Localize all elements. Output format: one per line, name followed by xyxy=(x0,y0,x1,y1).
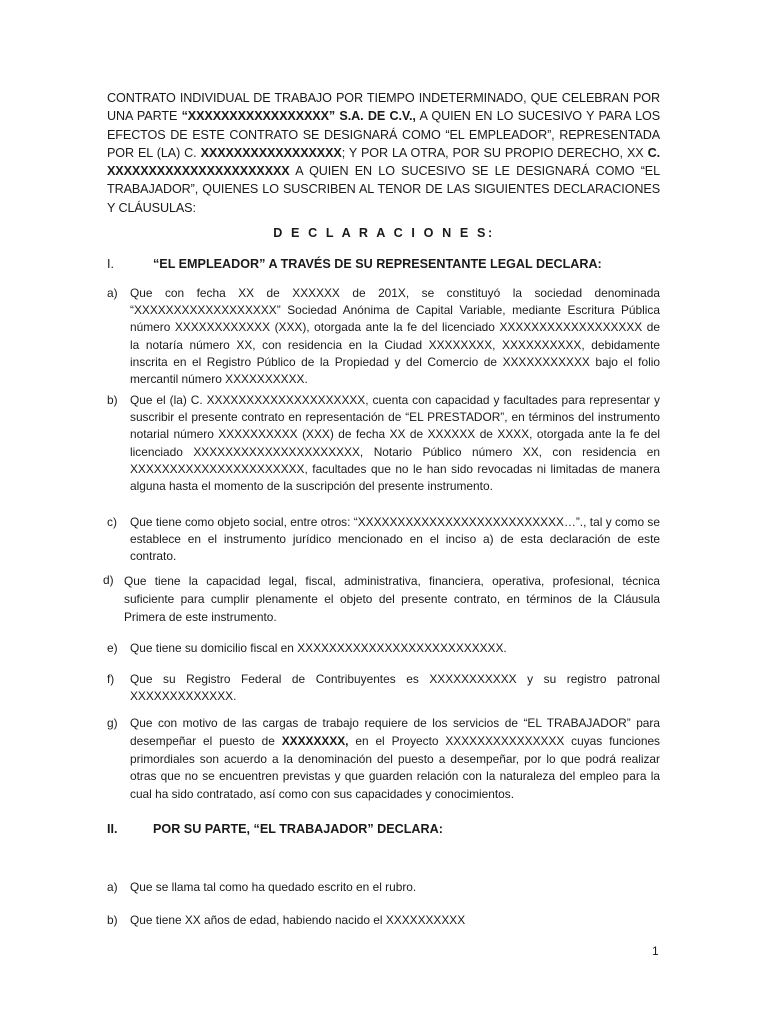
item-text: Que el (la) C. XXXXXXXXXXXXXXXXXXXX, cuenta con capacidad y facultades para representar y suscribir el presente contrato en representación de “EL PRESTADOR”, en términos del instrumento notarial número XXXXXXXXXX (XXX) de fecha XX de XXXXXX de XXXX, otorgada ante la fe del licenciado XXXXXXXXXXXXXXXXXXXXX, Notario Público número XX, con residencia en XXXXXXXXXXXXXXXXXXXXXX, facultades que no le han sido revocadas ni limitadas de manera alguna hasta el momento de la suscripción del presente instrumento. xyxy=(130,393,660,494)
item-text: Que tiene su domicilio fiscal en XXXXXXXXXXXXXXXXXXXXXXXXXX. xyxy=(130,641,507,655)
section-2-number: II. xyxy=(107,822,118,836)
intro-text-1: CONTRATO INDIVIDUAL DE TRABAJO POR TIEMPO INDETERMINADO, QUE CELEBRAN POR UNA PARTE xyxy=(107,91,660,124)
representative-name: XXXXXXXXXXXXXXXXX xyxy=(200,145,342,160)
list-item-1e xyxy=(107,640,660,657)
item-label: c) xyxy=(107,515,117,529)
list-item-2b xyxy=(107,912,660,929)
intro-text-3: ; Y POR LA OTRA, POR SU PROPIO DERECHO, XX xyxy=(341,145,648,160)
intro-text-2: A QUIEN EN LO SUCESIVO Y PARA LOS EFECTOS DE ESTE CONTRATO SE DESIGNARÁ COMO “EL EMPLEADOR”, REPRESENTADA POR EL (LA) C. xyxy=(107,109,660,160)
page-number: 1 xyxy=(652,944,659,958)
list-item-1b xyxy=(107,392,660,495)
list-item-1f xyxy=(107,671,660,705)
item-text xyxy=(107,715,660,804)
list-item-1g xyxy=(107,715,660,804)
item-label: d) xyxy=(103,573,114,587)
employer-name: “XXXXXXXXXXXXXXXXX” S.A. DE C.V., xyxy=(181,109,416,124)
section-1-number: I. xyxy=(107,257,114,271)
list-item-1a xyxy=(107,285,660,388)
item-text: Que se llama tal como ha quedado escrito en el rubro. xyxy=(130,880,417,894)
item-text: Que con fecha XX de XXXXXX de 201X, se constituyó la sociedad denominada “XXXXXXXXXXXXXXXXXX” Sociedad Anónima de Capital Variable, mediante Escritura Pública número XXXXXXXXXXXX (XXX), otorgada ante la fe del licenciado XXXXXXXXXXXXXXXXXX de la notaría número XX, con residencia en la Ciudad XXXXXXXX, XXXXXXXXXX, debidamente inscrita en el Registro Público de la Propiedad y del Comercio de XXXXXXXXXXX bajo el folio mercantil número XXXXXXXXXX. xyxy=(130,286,660,387)
item-text: Que su Registro Federal de Contribuyentes es XXXXXXXXXXX y su registro patronal XXXXXXXXXXXXX. xyxy=(130,672,660,704)
item-label: b) xyxy=(107,393,118,407)
contract-intro-paragraph xyxy=(107,89,660,217)
item-text: Que tiene XX años de edad, habiendo nacido el XXXXXXXXXX xyxy=(130,913,466,927)
list-item-1c xyxy=(107,514,660,566)
item-label: b) xyxy=(107,913,118,927)
item-label: f) xyxy=(107,672,115,686)
item-label: a) xyxy=(107,880,118,894)
item-label: g) xyxy=(107,716,118,730)
section-1-title: “EL EMPLEADOR” A TRAVÉS DE SU REPRESENTANTE LEGAL DECLARA: xyxy=(153,257,602,271)
list-item-2a xyxy=(107,879,660,896)
item-text: Que tiene como objeto social, entre otros: “XXXXXXXXXXXXXXXXXXXXXXXXXX…”., tal y como se establece en el instrumento jurídico mencionado en el inciso a) de esta declaración de este contrato. xyxy=(130,515,660,564)
section-2-title: POR SU PARTE, “EL TRABAJADOR” DECLARA: xyxy=(153,822,443,836)
item-label: e) xyxy=(107,641,118,655)
job-position: XXXXXXXX, xyxy=(281,733,349,748)
worker-name: C. XXXXXXXXXXXXXXXXXXXXXX xyxy=(107,145,661,179)
item-label: a) xyxy=(107,286,118,300)
item-text-post: en el Proyecto XXXXXXXXXXXXXXX cuyas funciones primordiales son acuerdo a la denominación del puesto a desempeñar, por lo que podrá realizar otras que no se encuentren previstas y que guarden relación con la naturaleza del empleo para la cual ha sido contratado, así como con sus capacidades y conocimientos. xyxy=(130,733,661,802)
item-text-pre: Que con motivo de las cargas de trabajo requiere de los servicios de “EL TRABAJADOR” para desempeñar el puesto de xyxy=(130,716,660,748)
item-text: Que tiene la capacidad legal, fiscal, administrativa, financiera, operativa, profesional, técnica suficiente para cumplir plenamente el objeto del presente contrato, en términos de la Cláusula Primera de este instrumento. xyxy=(124,574,660,624)
intro-text-4: A QUIEN EN LO SUCESIVO SE LE DESIGNARÁ COMO “EL TRABAJADOR”, QUIENES LO SUSCRIBEN AL TENOR DE LAS SIGUIENTES DECLARACIONES Y CLÁUSULAS: xyxy=(107,164,660,215)
list-item-1d xyxy=(103,572,660,626)
declaraciones-heading: D E C L A R A C I O N E S: xyxy=(273,226,495,240)
